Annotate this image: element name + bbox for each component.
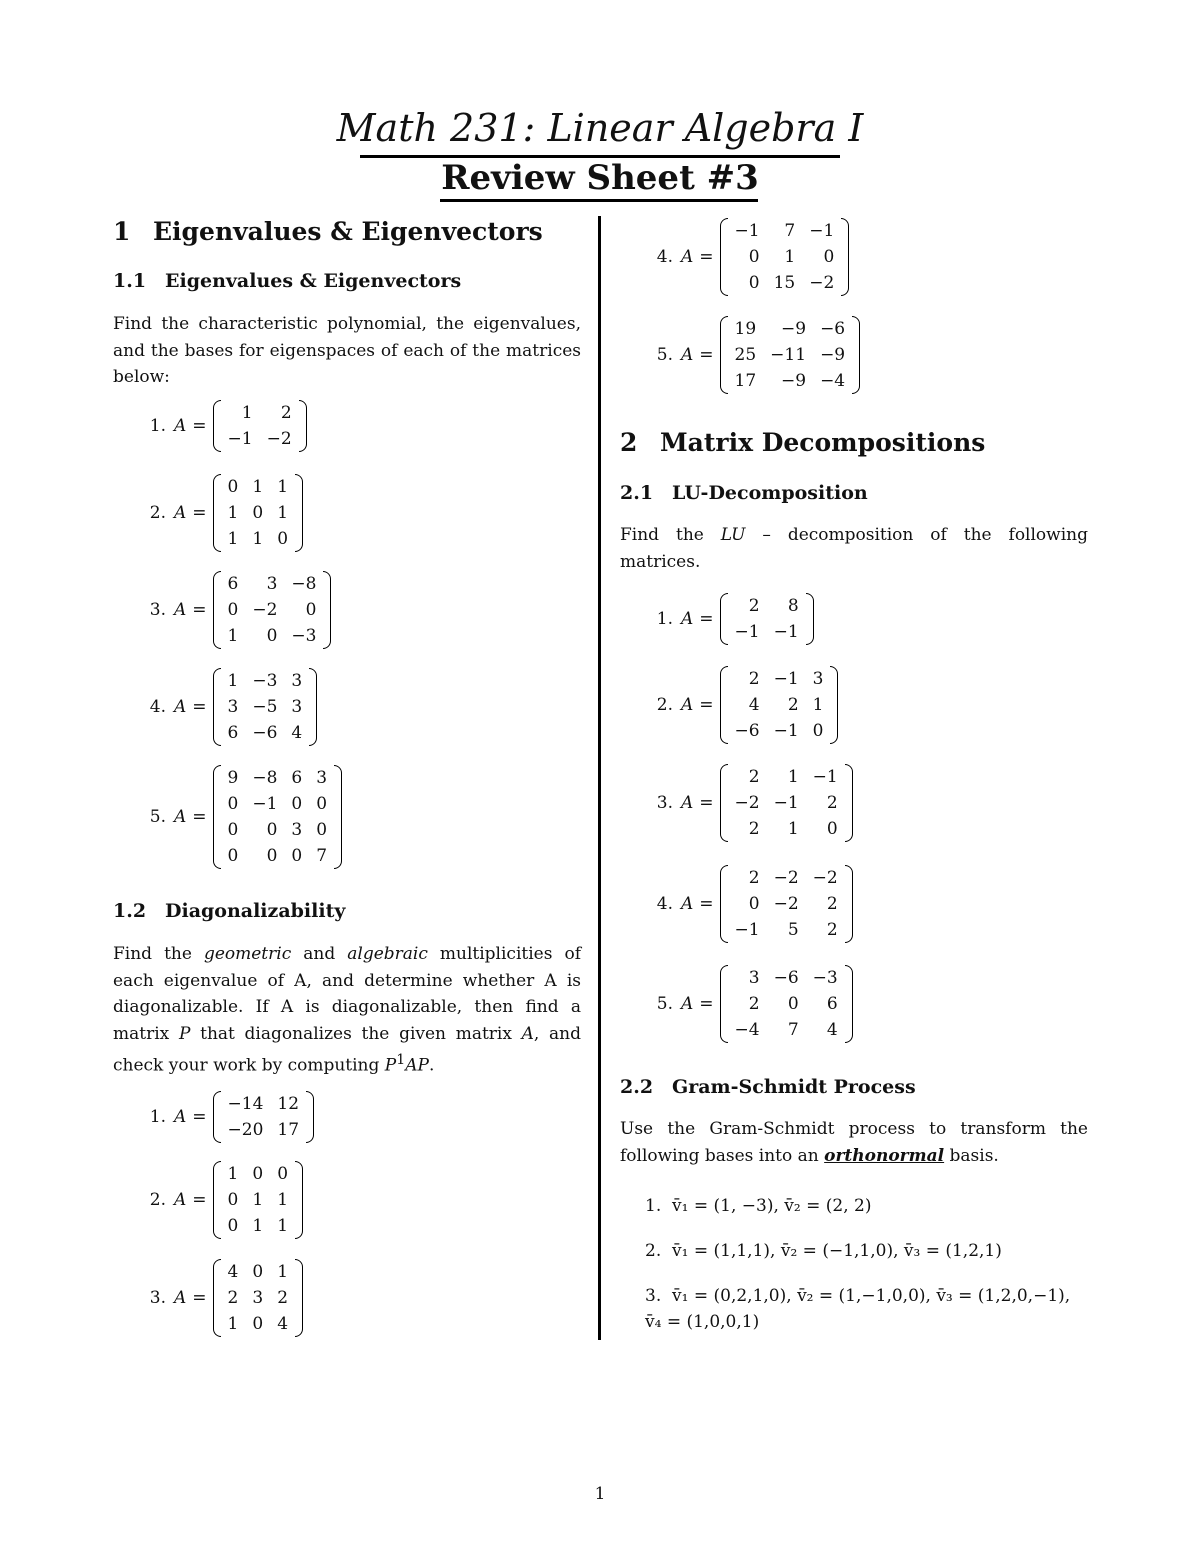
- matrix-entry: 0: [277, 1164, 289, 1184]
- matrix-entry: −1: [812, 767, 838, 787]
- matrix-entry: 2: [748, 596, 760, 616]
- matrix-entry: −1: [252, 794, 278, 814]
- equals-sign: =: [699, 345, 714, 365]
- matrix-entry: 0: [748, 273, 760, 293]
- matrix-row: [728, 718, 831, 744]
- right-paren: [295, 1259, 303, 1337]
- matrix-entry: 1: [277, 1190, 289, 1210]
- matrix-entry: 19: [734, 319, 757, 339]
- matrix-entry: −9: [820, 345, 846, 365]
- matrix: [213, 474, 303, 552]
- matrix-entry: 0: [227, 820, 239, 840]
- problem-number: 4.: [149, 697, 166, 717]
- problem-number: 1.: [656, 609, 673, 629]
- matrix-entry: 0: [266, 626, 278, 646]
- subsection-title: Diagonalizability: [165, 900, 346, 922]
- equals-sign: =: [699, 247, 714, 267]
- right-paren: [309, 668, 317, 746]
- matrix-entry: −8: [291, 574, 317, 594]
- equals-sign: =: [699, 609, 714, 629]
- matrix-entry: 0: [227, 846, 239, 866]
- matrix-entry: 0: [826, 819, 838, 839]
- left-paren: [213, 1091, 221, 1143]
- matrix-row: [728, 891, 845, 917]
- matrix-entry: 6: [291, 768, 303, 788]
- matrix-entry: 6: [227, 574, 239, 594]
- matrix: [213, 1259, 303, 1337]
- matrix-entry: −8: [252, 768, 278, 788]
- matrix-symbol: A: [174, 600, 187, 620]
- matrix-entry: 0: [252, 1262, 264, 1282]
- matrix-entry: 1: [227, 529, 239, 549]
- subsection-1-2-heading: [113, 898, 345, 924]
- matrix-entry: 3: [748, 968, 760, 988]
- basis-problem: 3. v̄₁ = (0,2,1,0), v̄₂ = (1,−1,0,0), v̄₃ = (1,2,0,−1), v̄₄ = (1,0,0,1): [645, 1286, 1071, 1332]
- matrix-symbol: A: [174, 1190, 187, 1210]
- matrix-entry: 3: [252, 1288, 264, 1308]
- matrix: [213, 1161, 303, 1239]
- matrix-entry: 0: [748, 894, 760, 914]
- matrix-symbol: A: [174, 1288, 187, 1308]
- right-paren: [295, 474, 303, 552]
- matrix-entry: 8: [787, 596, 799, 616]
- matrix-entry: 0: [823, 247, 835, 267]
- matrix-entry: 0: [291, 846, 303, 866]
- matrix-symbol: A: [174, 416, 187, 436]
- matrix-entry: 1: [787, 819, 799, 839]
- matrix-entry: −6: [773, 968, 799, 988]
- problem-number: 1.: [149, 1107, 166, 1127]
- matrix-entry: −9: [781, 371, 807, 391]
- subsection-2-1-heading: [620, 480, 868, 506]
- left-paren: [720, 666, 728, 744]
- matrix-entry: 2: [227, 1288, 239, 1308]
- equals-sign: =: [192, 1288, 207, 1308]
- matrix-entry: 2: [826, 793, 838, 813]
- matrix-row: [221, 597, 324, 623]
- matrix-entry: 0: [252, 503, 264, 523]
- subsection-number: 2.1: [620, 482, 654, 504]
- matrix-entry: −4: [820, 371, 846, 391]
- subsection-title: Eigenvalues & Eigenvectors: [165, 270, 462, 292]
- problem-number: 3.: [656, 793, 673, 813]
- right-paren: [830, 666, 838, 744]
- column-divider: [598, 216, 601, 1340]
- subsection-title: Gram-Schmidt Process: [672, 1076, 916, 1098]
- matrix-entry: 0: [227, 600, 239, 620]
- matrix-entry: 0: [252, 1164, 264, 1184]
- matrix-entry: 1: [227, 503, 239, 523]
- matrix-row: [221, 526, 295, 552]
- equals-sign: =: [699, 994, 714, 1014]
- subsection-title: LU-Decomposition: [672, 482, 868, 504]
- matrix-entry: 2: [826, 894, 838, 914]
- matrix-entry: −11: [770, 345, 807, 365]
- matrix-entry: 15: [773, 273, 796, 293]
- matrix-entry: 0: [227, 794, 239, 814]
- matrix-row: [221, 843, 335, 869]
- left-paren: [213, 1259, 221, 1337]
- matrix-row: [728, 790, 845, 816]
- matrix-entry: 4: [277, 1314, 289, 1334]
- subsection-number: 1.1: [113, 270, 147, 292]
- subsection-1-1-heading: [113, 268, 461, 294]
- matrix-row: [728, 244, 842, 270]
- problem-number: 1.: [149, 416, 166, 436]
- gram-schmidt-instructions: Use the Gram-Schmidt process to transform the following bases into an orthonormal basis.: [620, 1119, 1088, 1166]
- matrix-entry: 2: [280, 403, 292, 423]
- matrix-row: [221, 817, 335, 843]
- matrix-row: [221, 720, 310, 746]
- matrix-entry: 0: [277, 529, 289, 549]
- diag-instructions: Find the geometric and algebraic multiplicities of each eigenvalue of A, and determine whether A is diagonalizable. If A is diagonalizable, then find a matrix P that diagonalizes the given matrix A, and check your work by computing $P^1AP$.: [113, 944, 581, 1076]
- matrix-entry: 1: [787, 767, 799, 787]
- matrix-entry: 3: [316, 768, 328, 788]
- matrix-row: [221, 623, 324, 649]
- matrix-symbol: A: [681, 994, 694, 1014]
- matrix-entry: 3: [291, 671, 303, 691]
- equals-sign: =: [192, 1107, 207, 1127]
- matrix-entry: 2: [748, 819, 760, 839]
- right-paren: [306, 1091, 314, 1143]
- matrix-entry: 2: [748, 767, 760, 787]
- matrix-entry: 0: [227, 1216, 239, 1236]
- problem-number: 3.: [149, 600, 166, 620]
- matrix-row: [728, 368, 853, 394]
- matrix-entry: 3: [812, 669, 824, 689]
- matrix: [213, 571, 332, 649]
- matrix-entry: −5: [252, 697, 278, 717]
- matrix-entry: 6: [826, 994, 838, 1014]
- equals-sign: =: [699, 894, 714, 914]
- matrix-entry: 1: [252, 1190, 264, 1210]
- matrix-entry: 0: [266, 820, 278, 840]
- matrix-row: [728, 316, 853, 342]
- matrix-row: [221, 1187, 295, 1213]
- matrix-entry: −1: [773, 669, 799, 689]
- matrix-entry: 1: [227, 1164, 239, 1184]
- matrix-entry: −6: [252, 723, 278, 743]
- right-paren: [845, 865, 853, 943]
- equals-sign: =: [192, 503, 207, 523]
- subsection-number: 2.2: [620, 1076, 654, 1098]
- problem-number: 4.: [656, 247, 673, 267]
- equals-sign: =: [699, 695, 714, 715]
- matrix-row: [728, 965, 845, 991]
- matrix-entry: −2: [773, 868, 799, 888]
- right-paren: [334, 765, 342, 869]
- matrix-entry: −1: [809, 221, 835, 241]
- matrix-entry: −14: [227, 1094, 264, 1114]
- left-paren: [720, 316, 728, 394]
- matrix-entry: 0: [266, 846, 278, 866]
- matrix-row: [221, 765, 335, 791]
- matrix-entry: −1: [734, 221, 760, 241]
- matrix-entry: 0: [291, 794, 303, 814]
- matrix-entry: 2: [277, 1288, 289, 1308]
- problem-number: 5.: [656, 994, 673, 1014]
- matrix-entry: 3: [266, 574, 278, 594]
- matrix-entry: 3: [227, 697, 239, 717]
- matrix-row: [728, 991, 845, 1017]
- left-paren: [720, 593, 728, 645]
- matrix-entry: 0: [316, 794, 328, 814]
- matrix-entry: 4: [291, 723, 303, 743]
- matrix-row: [728, 1017, 845, 1043]
- matrix-row: [221, 791, 335, 817]
- matrix-entry: −1: [773, 622, 799, 642]
- matrix-symbol: A: [174, 807, 187, 827]
- matrix-entry: −2: [252, 600, 278, 620]
- matrix-entry: 12: [277, 1094, 300, 1114]
- document-title: Math 231: Linear Algebra I: [336, 106, 864, 150]
- section-title: Eigenvalues & Eigenvectors: [153, 217, 543, 246]
- matrix-entry: 2: [748, 868, 760, 888]
- matrix: [720, 764, 853, 842]
- matrix-row: [728, 619, 806, 645]
- matrix-entry: 4: [227, 1262, 239, 1282]
- matrix-row: [221, 426, 299, 452]
- page-number: 1: [594, 1484, 606, 1504]
- right-paren: [852, 316, 860, 394]
- matrix-entry: 0: [812, 721, 824, 741]
- matrix-entry: −1: [773, 793, 799, 813]
- matrix-row: [221, 1213, 295, 1239]
- problem-number: 3.: [149, 1288, 166, 1308]
- matrix-row: [221, 1259, 295, 1285]
- problem-number: 2.: [149, 503, 166, 523]
- matrix-entry: 1: [277, 477, 289, 497]
- right-paren: [806, 593, 814, 645]
- matrix: [720, 218, 850, 296]
- matrix-row: [728, 865, 845, 891]
- matrix-row: [221, 1311, 295, 1337]
- matrix-row: [728, 816, 845, 842]
- matrix-row: [728, 342, 853, 368]
- right-paren: [299, 400, 307, 452]
- matrix-entry: −6: [820, 319, 846, 339]
- matrix-entry: −2: [809, 273, 835, 293]
- matrix-entry: 1: [252, 1216, 264, 1236]
- left-paren: [213, 1161, 221, 1239]
- matrix-symbol: A: [681, 345, 694, 365]
- eigen-instructions: Find the characteristic polynomial, the eigenvalues, and the bases for eigenspaces of each of the matrices below:: [113, 314, 581, 387]
- matrix-entry: −3: [812, 968, 838, 988]
- matrix-entry: 2: [787, 695, 799, 715]
- matrix-entry: −2: [734, 793, 760, 813]
- right-paren: [845, 764, 853, 842]
- right-paren: [841, 218, 849, 296]
- matrix-row: [728, 218, 842, 244]
- matrix-entry: 0: [227, 477, 239, 497]
- matrix-entry: 1: [227, 626, 239, 646]
- equals-sign: =: [699, 793, 714, 813]
- left-paren: [213, 765, 221, 869]
- problem-number: 5.: [149, 807, 166, 827]
- matrix: [213, 400, 307, 452]
- matrix-row: [221, 571, 324, 597]
- problem-number: 2.: [656, 695, 673, 715]
- matrix-entry: −4: [734, 1020, 760, 1040]
- left-paren: [213, 571, 221, 649]
- matrix-entry: 7: [316, 846, 328, 866]
- matrix-row: [221, 1285, 295, 1311]
- matrix-entry: 1: [227, 1314, 239, 1334]
- matrix-entry: 0: [748, 247, 760, 267]
- matrix-entry: 1: [241, 403, 253, 423]
- matrix-row: [221, 1117, 307, 1143]
- matrix-entry: 4: [826, 1020, 838, 1040]
- matrix: [213, 668, 318, 746]
- matrix: [720, 666, 839, 744]
- left-paren: [720, 965, 728, 1043]
- matrix-entry: −20: [227, 1120, 264, 1140]
- matrix: [213, 765, 343, 869]
- matrix-entry: −3: [291, 626, 317, 646]
- matrix-entry: 1: [252, 529, 264, 549]
- matrix-entry: 1: [277, 503, 289, 523]
- equals-sign: =: [192, 697, 207, 717]
- matrix-entry: 4: [748, 695, 760, 715]
- matrix-entry: 0: [787, 994, 799, 1014]
- matrix: [720, 593, 814, 645]
- section-2-heading: [620, 427, 985, 459]
- equals-sign: =: [192, 416, 207, 436]
- matrix-entry: 0: [252, 1314, 264, 1334]
- lu-instructions: Find the LU – decomposition of the following matrices.: [620, 525, 1088, 572]
- matrix-entry: −2: [266, 429, 292, 449]
- matrix-entry: −1: [227, 429, 253, 449]
- section-number: 1: [113, 217, 131, 246]
- matrix-entry: −1: [734, 622, 760, 642]
- subsection-number: 1.2: [113, 900, 147, 922]
- matrix-entry: 6: [227, 723, 239, 743]
- matrix-row: [728, 692, 831, 718]
- matrix-entry: 1: [227, 671, 239, 691]
- matrix-row: [221, 1161, 295, 1187]
- matrix-entry: 1: [784, 247, 796, 267]
- matrix: [720, 316, 861, 394]
- matrix-entry: 2: [748, 994, 760, 1014]
- matrix-row: [728, 593, 806, 619]
- left-paren: [720, 218, 728, 296]
- problem-number: 4.: [656, 894, 673, 914]
- matrix-entry: 1: [277, 1216, 289, 1236]
- matrix-entry: 1: [252, 477, 264, 497]
- matrix-row: [221, 400, 299, 426]
- matrix-entry: −6: [734, 721, 760, 741]
- equals-sign: =: [192, 807, 207, 827]
- section-title: Matrix Decompositions: [660, 428, 986, 457]
- matrix-entry: 5: [787, 920, 799, 940]
- document-subtitle: Review Sheet #3: [441, 158, 759, 198]
- subsection-2-2-heading: [620, 1074, 916, 1100]
- equals-sign: =: [192, 1190, 207, 1210]
- matrix-entry: 2: [748, 669, 760, 689]
- matrix-entry: 0: [305, 600, 317, 620]
- problem-number: 5.: [656, 345, 673, 365]
- matrix-entry: 17: [734, 371, 757, 391]
- matrix-symbol: A: [174, 503, 187, 523]
- basis-problem: 2. v̄₁ = (1,1,1), v̄₂ = (−1,1,0), v̄₃ = (1,2,1): [645, 1241, 1002, 1261]
- subtitle-rule: [440, 199, 758, 202]
- matrix-row: [728, 270, 842, 296]
- matrix-symbol: A: [681, 894, 694, 914]
- matrix-entry: −3: [252, 671, 278, 691]
- section-number: 2: [620, 428, 638, 457]
- matrix-symbol: A: [681, 695, 694, 715]
- matrix-entry: 2: [826, 920, 838, 940]
- matrix-row: [728, 917, 845, 943]
- matrix-entry: 0: [227, 1190, 239, 1210]
- left-paren: [213, 400, 221, 452]
- left-paren: [720, 865, 728, 943]
- matrix-entry: −1: [734, 920, 760, 940]
- matrix-entry: 3: [291, 820, 303, 840]
- basis-problem: 1. v̄₁ = (1, −3), v̄₂ = (2, 2): [645, 1196, 872, 1216]
- matrix-entry: 1: [812, 695, 824, 715]
- matrix-entry: −1: [773, 721, 799, 741]
- matrix-row: [221, 500, 295, 526]
- section-1-heading: [113, 216, 543, 248]
- matrix-symbol: A: [681, 609, 694, 629]
- equals-sign: =: [192, 600, 207, 620]
- matrix-symbol: A: [681, 247, 694, 267]
- matrix-row: [221, 694, 310, 720]
- right-paren: [845, 965, 853, 1043]
- matrix-entry: 7: [787, 1020, 799, 1040]
- matrix-symbol: A: [681, 793, 694, 813]
- matrix-entry: 0: [316, 820, 328, 840]
- right-paren: [295, 1161, 303, 1239]
- matrix-row: [728, 764, 845, 790]
- problem-number: 2.: [149, 1190, 166, 1210]
- matrix-row: [221, 474, 295, 500]
- matrix-row: [728, 666, 831, 692]
- matrix-entry: −2: [812, 868, 838, 888]
- matrix-entry: 3: [291, 697, 303, 717]
- left-paren: [213, 668, 221, 746]
- matrix-row: [221, 668, 310, 694]
- matrix-entry: 25: [734, 345, 757, 365]
- matrix-entry: 7: [784, 221, 796, 241]
- matrix-row: [221, 1091, 307, 1117]
- left-paren: [720, 764, 728, 842]
- left-paren: [213, 474, 221, 552]
- matrix-entry: 9: [227, 768, 239, 788]
- matrix-entry: 17: [277, 1120, 300, 1140]
- matrix-entry: −9: [781, 319, 807, 339]
- matrix-entry: 1: [277, 1262, 289, 1282]
- matrix-symbol: A: [174, 1107, 187, 1127]
- matrix: [720, 865, 853, 943]
- matrix: [720, 965, 853, 1043]
- right-paren: [323, 571, 331, 649]
- matrix-symbol: A: [174, 697, 187, 717]
- matrix: [213, 1091, 315, 1143]
- matrix-entry: −2: [773, 894, 799, 914]
